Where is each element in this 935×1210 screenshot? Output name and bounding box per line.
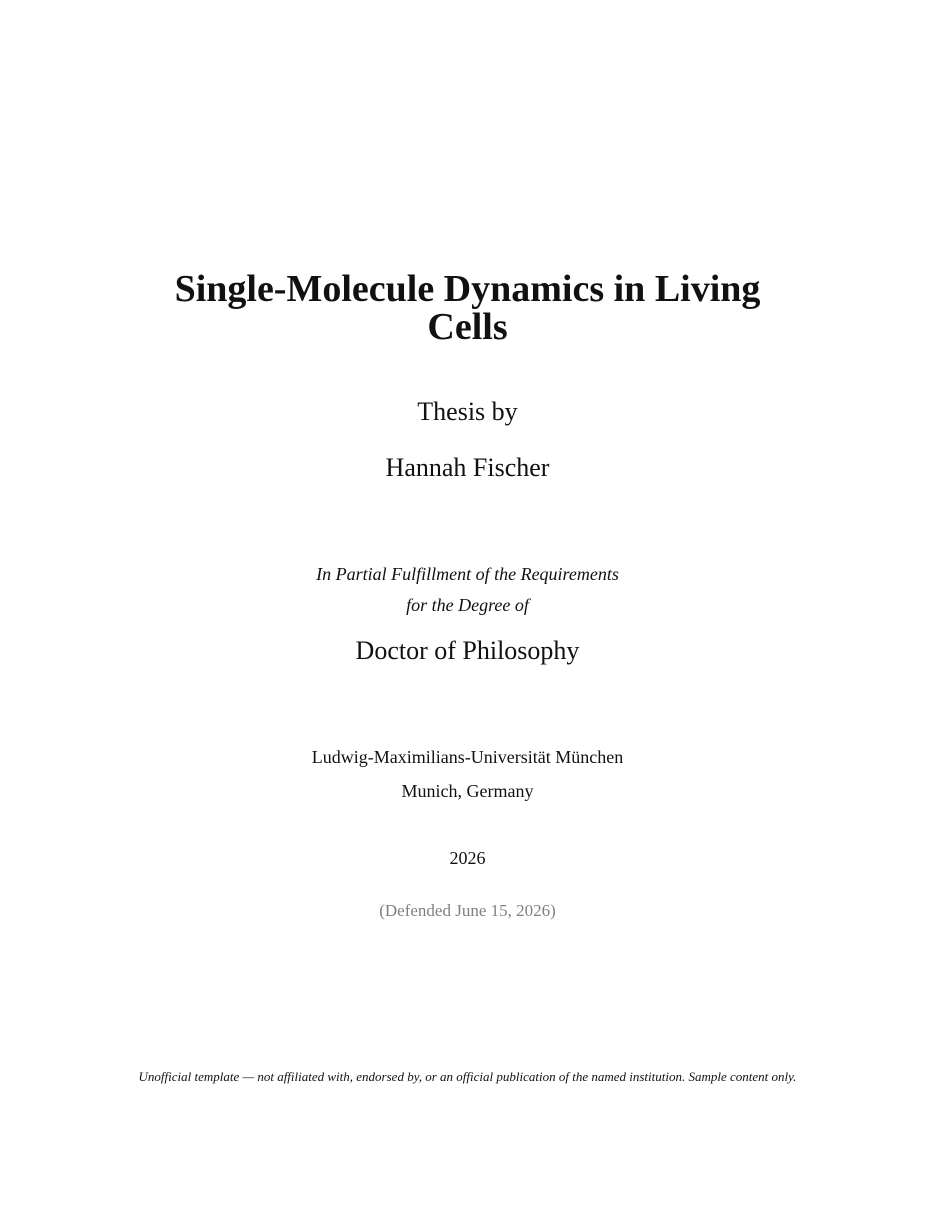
year: 2026	[449, 848, 486, 868]
fulfillment-line-2: for the Degree of	[406, 595, 529, 615]
institution-location: Munich, Germany	[401, 781, 534, 801]
disclaimer-note: Unofficial template — not affiliated with, endorsed by, or an official publication of the named institution. Sample content only.	[138, 1069, 797, 1084]
defense-date: (Defended June 15, 2026)	[379, 901, 556, 920]
degree-name: Doctor of Philosophy	[355, 636, 580, 665]
fulfillment-statement	[0, 559, 935, 621]
institution-block	[0, 740, 935, 808]
thesis-title: Single-Molecule Dynamics in Living Cells	[174, 268, 761, 348]
author-name: Hannah Fischer	[385, 453, 550, 482]
institution-name: Ludwig-Maximilians-Universität München	[311, 747, 624, 767]
fulfillment-line-1: In Partial Fulfillment of the Requirements	[316, 564, 619, 584]
thesis-by-label: Thesis by	[417, 397, 518, 426]
